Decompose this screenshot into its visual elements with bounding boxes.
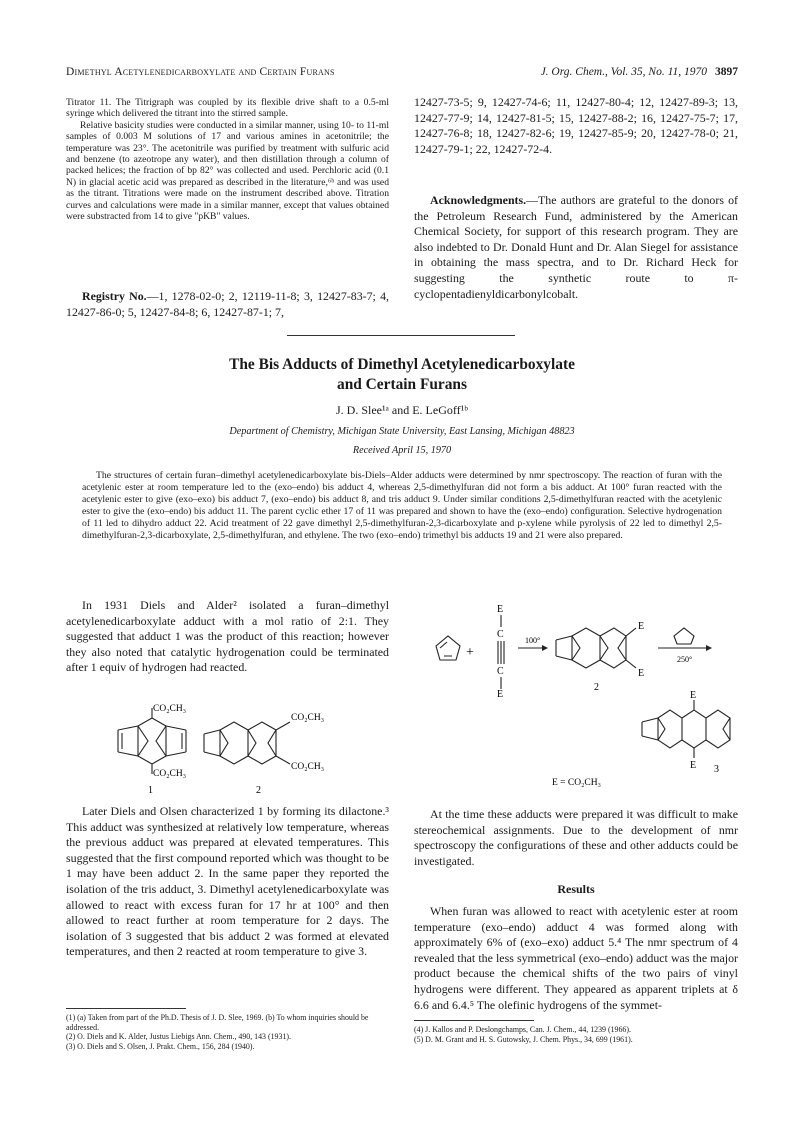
running-head-title: Dimethyl Acetylenedicarboxylate and Certain Furans: [66, 66, 335, 78]
furan-ring: [436, 636, 460, 660]
stereochemistry-text: At the time these adducts were prepared it was difficult to make stereochemical assignments. Due to the development of nmr spectroscopy the configurations of these and other adducts could be investigated.: [414, 807, 738, 868]
product-3-E-top: E: [690, 690, 697, 701]
structure-2-label: 2: [256, 785, 261, 795]
alkyne-carbon-top: C: [497, 629, 504, 640]
footnote-rule-left: [66, 1008, 186, 1009]
footnotes-left: [66, 1013, 389, 1051]
e-definition: E = CO₂CH₃: [552, 778, 601, 788]
reaction-temp-100: 100°: [525, 636, 541, 645]
page-number: 3897: [715, 66, 738, 78]
structure-2-bonds: [204, 722, 290, 764]
footnotes-right: [414, 1025, 738, 1044]
reaction-arrow-2-head: [706, 645, 712, 651]
abstract-text: The structures of certain furan–dimethyl acetylenedicarboxylate bis-Diels–Alder adducts were determined by nmr spectroscopy. The reaction of furan with the acetylenic ester at room temperature led to the (exo–endo) bis adduct 4, whereas 2,5-dimethylfuran did not form a bis adduct. At 100° furan reacted with the acetylenic ester to give (exo–exo) bis adduct 7, (exo–endo) bis adduct 8, and tris adduct 9. Under similar conditions 2,5-dimethylfuran reacted with the acetylenic ester to give the (exo–endo) bis adduct 11. The parent cyclic ether 17 of 11 was prepared and shown to have the (exo–endo) configuration. Selective hydrogenation of 11 led to dihydro adduct 22. Acid treatment of 22 gave dimethyl 2,5-dimethylfuran-2,3-dicarboxylate and p-xylene while pyrolysis of 22 led to dimethyl 2,5-dimethylfuran-2,3-dicarboxylate, 2,5-dimethylfuran, and ethylene. The two (exo–endo) trimethyl bis adducts 19 and 21 were also prepared.: [82, 470, 722, 541]
product-2-E-bottom: E: [638, 668, 645, 679]
registry-numbers: [66, 289, 389, 320]
footnote-5: (5) D. M. Grant and H. S. Gutowsky, J. Chem. Phys., 34, 699 (1961).: [414, 1034, 633, 1044]
top-left-column: [66, 97, 389, 222]
running-head-journal: [541, 66, 738, 78]
running-head: [66, 66, 738, 82]
experimental-paragraph-1: Titrator 11. The Titrigraph was coupled by its flexible drive shaft to a 0.5-ml syringe which delivered the titrant into the stirred sample.: [66, 97, 389, 120]
journal-citation: J. Org. Chem., Vol. 35, No. 11, 1970: [540, 66, 707, 78]
title-line-2: and Certain Furans: [337, 376, 467, 393]
intro-text: In 1931 Diels and Alder² isolated a furan–dimethyl acetylenedicarboxylate adduct with a mol ratio of 2:1. They suggested that adduct 1 was the product of this reaction; however they also noted that catalytic hydrogenation could be terminated after 1 equiv of hydrogen had reacted.: [66, 598, 389, 675]
stereochemistry-paragraph: [414, 807, 738, 869]
product-2-bonds: [556, 628, 636, 668]
registry-label: Registry No.: [82, 289, 147, 303]
alkyne-bonds: [498, 615, 504, 689]
structure-2-substituent-bottom: CO₂CH₃: [291, 762, 325, 772]
history-paragraph: [66, 804, 389, 960]
footnote-4: (4) J. Kallos and P. Deslongchamps, Can. J. Chem., 44, 1239 (1966).: [414, 1025, 631, 1034]
alkyne-carbon-bottom: C: [497, 666, 504, 677]
registry-continuation: [414, 95, 738, 157]
footnote-2: (2) O. Diels and K. Alder, Justus Liebigs Ann. Chem., 490, 143 (1931).: [66, 1032, 291, 1042]
structures-1-2: [100, 700, 360, 795]
ack-text: —The authors are grateful to the donors of the Petroleum Research Fund, administered by the American Chemical Society, for support of this research program. They are also indebted to Dr. Donald Hunt and Dr. Alan Siegel for assistance in obtaining the mass spectra, and to Dr. Richard Heck for suggesting the synthetic route to π-cyclopentadienyldicarbonylcobalt.: [414, 193, 738, 301]
received-date: Received April 15, 1970: [352, 445, 452, 456]
product-3-bonds: [642, 700, 730, 758]
product-3-E-bottom: E: [690, 760, 697, 771]
product-3-label: 3: [714, 764, 719, 775]
abstract: [82, 470, 722, 542]
acknowledgments: [414, 193, 738, 302]
authors: J. D. Slee¹ᵃ and E. LeGoff¹ᵇ: [336, 403, 468, 417]
structure-1-substituent-bottom: CO₂CH₃: [153, 769, 187, 779]
ack-label: Acknowledgments.: [430, 193, 527, 207]
registry-cont-text: 12427-73-5; 9, 12427-74-6; 11, 12427-80-4; 12, 12427-89-3; 13, 12427-77-9; 14, 12427-81-5; 15, 12427-88-2; 16, 12427-75-7; 17, 12427-76-8; 18, 12427-82-6; 19, 12427-85-9; 20, 12427-78-0; 21, 12427-79-1; 22, 12427-72-4.: [414, 95, 738, 156]
ester-E-top: E: [497, 604, 504, 615]
footnote-3: (3) O. Diels and S. Olsen, J. Prakt. Chem., 156, 284 (1940).: [66, 1041, 255, 1051]
footnote-1: (1) (a) Taken from part of the Ph.D. Thesis of J. D. Slee, 1969. (b) To whom inquiries should be addressed.: [66, 1013, 369, 1032]
product-2-label: 2: [594, 682, 599, 693]
reaction-scheme: [414, 598, 744, 800]
affiliation: Department of Chemistry, Michigan State University, East Lansing, Michigan 48823: [229, 426, 575, 437]
results-text: When furan was allowed to react with acetylenic ester at room temperature (exo–endo) adduct 4 was formed along with approximately 6% of (exo–exo) adduct 5.⁴ The nmr spectrum of 4 revealed that the less symmetrical (exo–endo) adduct was the major product because the chemical shifts of the two pairs of vinyl hydrogens were different. They appeared as apparent triplets at δ 6.6 and 6.4.⁵ The olefinic hydrogens of the symmet-: [414, 904, 738, 1012]
results-heading: Results: [557, 882, 595, 896]
footnote-rule-right: [414, 1020, 534, 1021]
results-paragraph: [414, 904, 738, 1013]
product-2-E-top: E: [638, 621, 645, 632]
structure-1-label: 1: [148, 785, 153, 795]
plus-sign: +: [466, 645, 474, 660]
furan-reagent: [674, 628, 694, 644]
reaction-arrow-1-head: [542, 645, 548, 651]
intro-paragraph: [66, 598, 389, 676]
history-text: Later Diels and Olsen characterized 1 by forming its dilactone.³ This adduct was synthesized at relatively low temperature, whereas the previous adduct was prepared at elevated temperatures. This suggested that the first compound reported which was thought to be 1 may have been adduct 2. In the same paper they reported the isolation of the tris adduct, 3. Dimethyl acetylenedicarboxylate was allowed to react with excess furan for 17 hr at 100° and then allowed to react further at room temperature for 2 days. The isolation of 3 suggested that bis adduct 2 was formed at elevated temperatures, and then 2 reacted at room temperature to give 3.: [66, 804, 389, 959]
structure-1-substituent-top: CO₂CH₃: [153, 704, 187, 714]
ester-E-bottom: E: [497, 689, 504, 700]
experimental-paragraph-2: Relative basicity studies were conducted in a similar manner, using 10- to 11-ml samples of 0.003 M solutions of 17 and various amines in acetonitrile; the temperature was 23°. The acetonitrile was purified by treatment with sulfuric acid and benzene (to azeotrope any water), and then distillation through a column of packed helices; the fraction of bp 82° was collected and used. Perchloric acid (0.1 N) in glacial acetic acid was prepared as described in the literature,⁶ᵇ and was used as the titrant. Titrations were made on the instrument described above. Titration curves and calculations were made in a similar manner, except that values obtained were substracted from 14 to give "pKB" values.: [66, 119, 389, 223]
structure-1-bonds: [118, 708, 186, 774]
structure-2-substituent-top: CO₂CH₃: [291, 713, 325, 723]
reaction-temp-250: 250°: [677, 655, 693, 664]
registry-text: —1, 1278-02-0; 2, 12119-11-8; 3, 12427-83-7; 4, 12427-86-0; 5, 12427-84-8; 6, 12427-87-1; 7,: [66, 289, 389, 319]
title-line-1: The Bis Adducts of Dimethyl Acetylenedicarboxylate: [229, 356, 575, 373]
article-title: [66, 355, 738, 395]
article-divider: [287, 335, 515, 336]
